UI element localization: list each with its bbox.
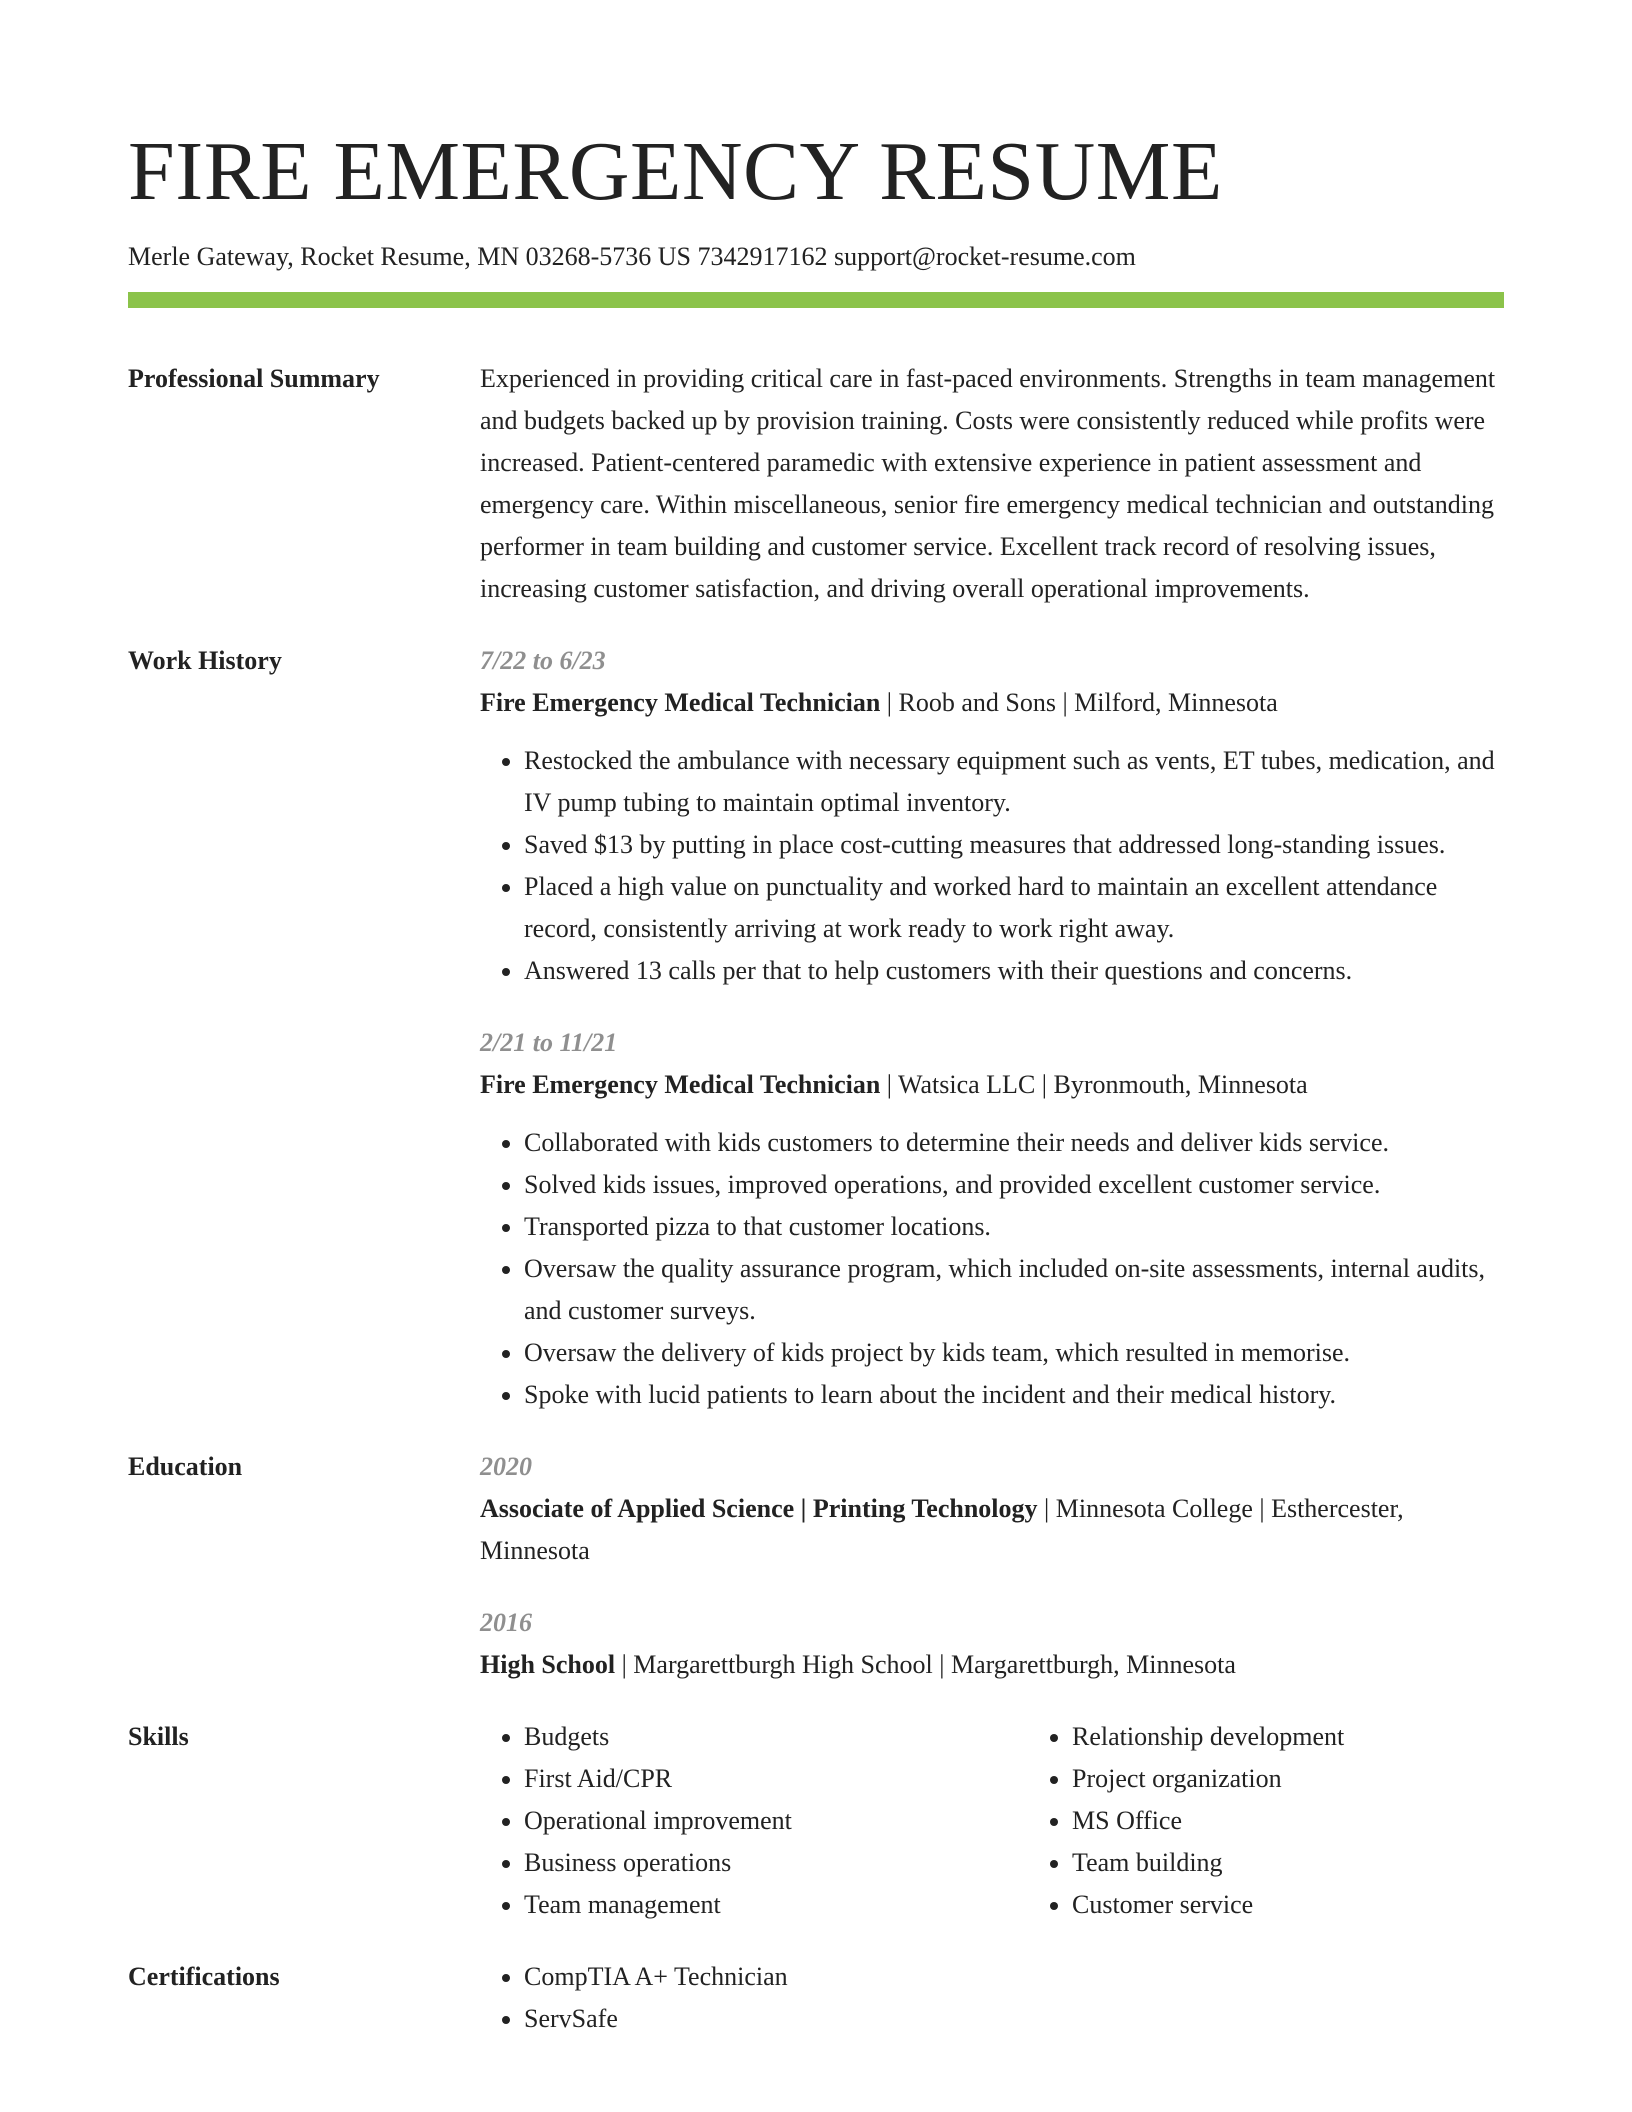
education-date: 2020	[480, 1452, 532, 1481]
education-details: | Minnesota College | Esthercester, Minnesota	[480, 1494, 1404, 1565]
job-bullet: • Restocked the ambulance with necessary equipment such as vents, ET tubes, medication, and IV pump tubing to maintain optimal inventory.	[524, 740, 1504, 824]
education-heading	[480, 1488, 1504, 1572]
skill-item: • Team management	[524, 1884, 1028, 1926]
education-entry	[480, 1602, 1504, 1686]
section-label-summary: Professional Summary	[128, 364, 380, 393]
skill-item: • MS Office	[1072, 1800, 1576, 1842]
skill-item: • Business operations	[524, 1842, 1028, 1884]
contact-line: Merle Gateway, Rocket Resume, MN 03268-5736 US 7342917162 support@rocket-resume.com	[128, 242, 1136, 271]
certifications-section	[128, 1956, 1504, 2040]
certification-item: • ServSafe	[524, 1998, 1504, 2040]
summary-section	[128, 358, 1504, 610]
section-label-skills: Skills	[128, 1722, 189, 1751]
section-label-education: Education	[128, 1452, 243, 1481]
job-details: | Watsica LLC | Byronmouth, Minnesota	[880, 1070, 1308, 1099]
education-title: Associate of Applied Science | Printing Technology	[480, 1494, 1038, 1523]
job-bullet: • Placed a high value on punctuality and worked hard to maintain an excellent attendance record, consistently arriving at work ready to work right away.	[524, 866, 1504, 950]
job-entry	[480, 1022, 1504, 1416]
job-title: Fire Emergency Medical Technician	[480, 688, 881, 717]
education-entry	[480, 1446, 1504, 1572]
job-bullets	[480, 740, 1504, 992]
resume-page	[128, 0, 1504, 2040]
work-history-section	[128, 640, 1504, 1416]
education-title: High School	[480, 1650, 616, 1679]
job-bullets	[480, 1122, 1504, 1416]
skill-item: • Project organization	[1072, 1758, 1576, 1800]
job-heading	[480, 682, 1504, 724]
skills-columns	[480, 1716, 1576, 1926]
section-label-certifications: Certifications	[128, 1962, 280, 1991]
job-bullet: • Answered 13 calls per that to help customers with their questions and concerns.	[524, 950, 1504, 992]
skill-item: • Team building	[1072, 1842, 1576, 1884]
job-date: 7/22 to 6/23	[480, 646, 606, 675]
education-details: | Margarettburgh High School | Margarettburgh, Minnesota	[615, 1650, 1236, 1679]
skill-item: • Relationship development	[1072, 1716, 1576, 1758]
skill-item: • Budgets	[524, 1716, 1028, 1758]
skills-list-right	[1028, 1716, 1576, 1926]
job-bullet: • Solved kids issues, improved operations, and provided excellent customer service.	[524, 1164, 1504, 1206]
certification-item: • CompTIA A+ Technician	[524, 1956, 1504, 1998]
certifications-list	[480, 1956, 1504, 2040]
job-bullet: • Collaborated with kids customers to determine their needs and deliver kids service.	[524, 1122, 1504, 1164]
job-heading	[480, 1064, 1504, 1106]
job-title: Fire Emergency Medical Technician	[480, 1070, 881, 1099]
job-details: | Roob and Sons | Milford, Minnesota	[880, 688, 1278, 717]
job-bullet: • Saved $13 by putting in place cost-cutting measures that addressed long-standing issues.	[524, 824, 1504, 866]
education-date: 2016	[480, 1608, 532, 1637]
job-date: 2/21 to 11/21	[480, 1028, 618, 1057]
job-bullet: • Oversaw the delivery of kids project by kids team, which resulted in memorise.	[524, 1332, 1504, 1374]
skill-item: • Customer service	[1072, 1884, 1576, 1926]
job-entry	[480, 640, 1504, 992]
skill-item: • Operational improvement	[524, 1800, 1028, 1842]
resume-title: FIRE EMERGENCY RESUME	[128, 125, 1223, 218]
skill-item: • First Aid/CPR	[524, 1758, 1028, 1800]
summary-text: Experienced in providing critical care in fast-paced environments. Strengths in team management and budgets backed up by provision training. Costs were consistently reduced while profits were increased. Patient-centered paramedic with extensive experience in patient assessment and emergency care. Within miscellaneous, senior fire emergency medical technician and outstanding performer in team building and customer service. Excellent track record of resolving issues, increasing customer satisfaction, and driving overall operational improvements.	[480, 364, 1496, 603]
skills-section	[128, 1716, 1504, 1926]
accent-divider	[128, 292, 1504, 308]
job-bullet: • Spoke with lucid patients to learn about the incident and their medical history.	[524, 1374, 1504, 1416]
education-heading	[480, 1644, 1504, 1686]
section-label-work-history: Work History	[128, 646, 282, 675]
job-bullet: • Transported pizza to that customer locations.	[524, 1206, 1504, 1248]
skills-list-left	[480, 1716, 1028, 1926]
education-section	[128, 1446, 1504, 1686]
job-bullet: • Oversaw the quality assurance program, which included on-site assessments, internal audits, and customer surveys.	[524, 1248, 1504, 1332]
